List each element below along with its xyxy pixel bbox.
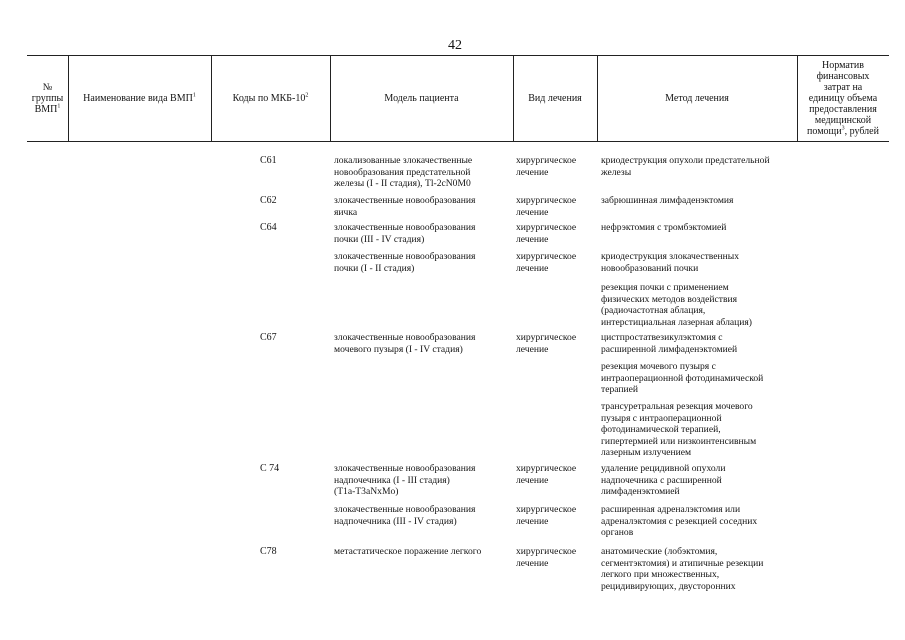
row-method — [601, 251, 739, 274]
row-code — [260, 155, 277, 167]
type-line: хирургическое — [516, 332, 577, 343]
method-line: трансуретральная резекция мочевого — [601, 401, 753, 412]
model-line: злокачественные новообразования — [334, 463, 476, 474]
type-line: хирургическое — [516, 222, 577, 233]
method-line: железы — [601, 166, 632, 178]
type-line: лечение — [516, 343, 549, 355]
method-line: цистпростатвезикулэктомия с — [601, 332, 723, 343]
row-code — [260, 463, 279, 475]
model-line: метастатическое поражение легкого — [334, 546, 482, 557]
model-line: (Т1а-Т3аNxMo) — [334, 486, 399, 498]
method-line: криодеструкция опухоли предстательной — [601, 155, 770, 166]
method-line: (радиочастотная аблация, — [601, 305, 706, 317]
code-line: C62 — [260, 195, 277, 206]
row-model — [334, 332, 475, 355]
type-line: лечение — [516, 166, 549, 178]
model-line: новообразования предстательной — [334, 166, 471, 178]
row-model — [334, 504, 475, 527]
method-line: резекция почки с применением — [601, 282, 729, 293]
row-code — [260, 195, 277, 207]
type-line: хирургическое — [516, 251, 577, 262]
model-line: злокачественные новообразования — [334, 251, 476, 262]
method-line: органов — [601, 527, 634, 539]
method-line: криодеструкция злокачественных — [601, 251, 740, 262]
model-line: почки (I - II стадия) — [334, 262, 415, 274]
method-line: забрюшинная лимфаденэктомия — [601, 195, 734, 206]
model-line: железы (I - II стадия), Tl-2cN0M0 — [334, 178, 471, 190]
table-header-bottom-rule — [27, 141, 889, 142]
method-line: сегментэктомия) и атипичные резекции — [601, 557, 764, 569]
row-method — [601, 546, 763, 592]
type-line: хирургическое — [516, 546, 577, 557]
model-line: яичка — [334, 206, 358, 218]
row-model — [334, 463, 475, 498]
type-line: лечение — [516, 515, 549, 527]
code-line: C78 — [260, 546, 277, 557]
row-type — [516, 251, 576, 274]
model-line: локализованные злокачественные — [334, 155, 473, 166]
method-line: лазерным излучением — [601, 447, 692, 459]
model-line: злокачественные новообразования — [334, 195, 476, 206]
row-type — [516, 195, 576, 218]
method-line: анатомические (лобэктомия, — [601, 546, 718, 557]
type-line: лечение — [516, 262, 549, 274]
row-type — [516, 504, 576, 527]
method-line: расширенная адреналэктомия или — [601, 504, 741, 515]
method-line: физических методов воздействия — [601, 293, 738, 305]
row-code — [260, 332, 277, 344]
model-line: надпочечника (III - IV стадия) — [334, 515, 457, 527]
header-vmp-name: Наименование вида ВМП$^1$ — [83, 92, 196, 104]
method-line: гипертермией или низкоинтенсивным — [601, 435, 757, 447]
row-method — [601, 332, 737, 355]
row-method — [601, 282, 752, 328]
type-line: лечение — [516, 474, 549, 486]
row-type — [516, 546, 576, 569]
header-treatment-method: Метод лечения — [665, 93, 729, 104]
method-line: резекция мочевого пузыря с — [601, 361, 716, 372]
model-line: злокачественные новообразования — [334, 332, 476, 343]
method-line: пузыря с интраоперационной — [601, 412, 722, 424]
type-line: лечение — [516, 233, 549, 245]
row-code — [260, 222, 277, 234]
method-line: лимфаденэктомией — [601, 486, 680, 498]
method-line: адреналэктомия с резекцией соседних — [601, 515, 758, 527]
row-model — [334, 222, 475, 245]
row-method — [601, 361, 763, 396]
row-model — [334, 195, 475, 218]
page-number: 42 — [448, 38, 462, 53]
type-line: лечение — [516, 206, 549, 218]
code-line: C64 — [260, 222, 277, 233]
row-method — [601, 195, 733, 207]
row-method — [601, 222, 726, 234]
row-model — [334, 251, 475, 274]
row-method — [601, 155, 770, 178]
model-line: надпочечника (I - III стадия) — [334, 474, 450, 486]
method-line: удаление рецидивной опухоли — [601, 463, 726, 474]
method-line: надпочечника с расширенной — [601, 474, 722, 486]
row-type — [516, 332, 576, 355]
method-line: расширенной лимфаденэктомией — [601, 343, 738, 355]
header-patient-model: Модель пациента — [384, 93, 459, 104]
type-line: хирургическое — [516, 195, 577, 206]
row-type — [516, 155, 576, 178]
type-line: хирургическое — [516, 155, 577, 166]
code-line: C61 — [260, 155, 277, 166]
model-line: злокачественные новообразования — [334, 504, 476, 515]
method-line: фотодинамической терапией, — [601, 424, 721, 436]
row-type — [516, 463, 576, 486]
row-model — [334, 546, 481, 558]
code-line: C 74 — [260, 463, 280, 474]
model-line: почки (III - IV стадия) — [334, 233, 425, 245]
method-line: легкого при множественных, — [601, 569, 720, 581]
row-code — [260, 546, 277, 558]
model-line: злокачественные новообразования — [334, 222, 476, 233]
method-line: нефрэктомия с тромбэктомией — [601, 222, 727, 233]
row-method — [601, 504, 757, 539]
header-financial-norm: Норматив финансовых затрат на единицу объема предоставления медицинской помощи$^3$, рублей — [807, 60, 879, 137]
method-line: терапией — [601, 384, 639, 396]
method-line: интраоперационной фотодинамической — [601, 372, 764, 384]
row-type — [516, 222, 576, 245]
method-line: новообразований почки — [601, 262, 699, 274]
row-model — [334, 155, 472, 190]
method-line: рецидивирующих, двусторонних — [601, 580, 736, 592]
type-line: хирургическое — [516, 463, 577, 474]
row-method — [601, 401, 756, 459]
header-treatment-type: Вид лечения — [528, 93, 582, 104]
model-line: мочевого пузыря (I - IV стадия) — [334, 343, 463, 355]
header-icd-codes: Коды по МКБ-$10^2$ — [232, 92, 309, 104]
code-line: C67 — [260, 332, 277, 343]
type-line: хирургическое — [516, 504, 577, 515]
type-line: лечение — [516, 557, 549, 569]
row-method — [601, 463, 725, 498]
header-group-number: № группы ВМП$^1$ — [31, 82, 64, 115]
method-line: интерстициальная лазерная аблация) — [601, 316, 752, 328]
